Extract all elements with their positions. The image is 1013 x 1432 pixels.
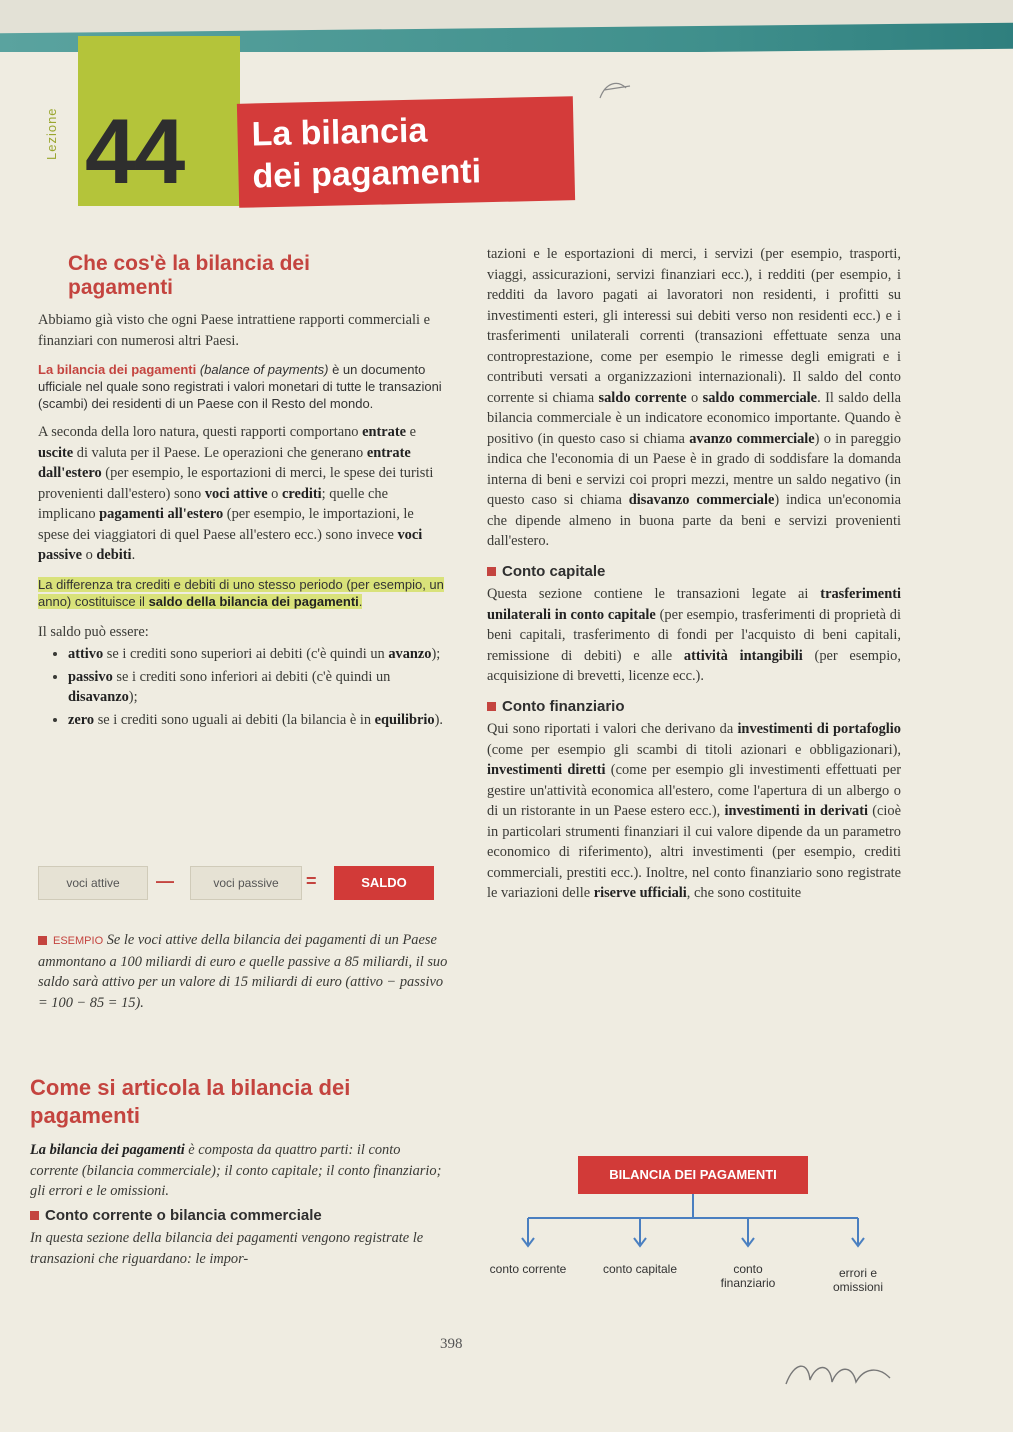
saldo-list: [38, 644, 448, 730]
right-column: [487, 244, 901, 904]
lesson-number: 44: [85, 101, 184, 203]
section-heading-structure: Come si articola la bilancia dei pagamenti: [30, 1075, 351, 1128]
formula-equals: =: [306, 871, 317, 891]
capital-account-paragraph: Questa sezione contiene le transazioni legate ai trasferimenti unilaterali in conto capitale (per esempio, trasferimenti di proprietà di beni capitali, trasferimento di fondi per l'acquisto di beni capitali, remissione di debiti) e alle attività intangibili (per esempio, acquisizione di brevetti, licenze ecc.).: [487, 586, 901, 684]
diagram-root: BILANCIA DEI PAGAMENTI: [578, 1156, 808, 1194]
definition-box: [38, 361, 448, 412]
list-item: • attivo se i crediti sono superiori ai debiti (c'è quindi un avanzo);: [68, 644, 448, 665]
saldo-formula: [38, 866, 438, 902]
nature-paragraph: A seconda della loro natura, questi rapporti comportano entrate e uscite di valuta per il Paese. Le operazioni che generano entrate dall'estero (per esempio, le esportazioni di merci, le spese dei turisti provenienti dall'estero) sono voci attive o crediti; quelle che implicano pagamenti all'estero (per esempio, le importazioni, le spese dei viaggiatori di quel Paese all'estero ecc.) sono invece voci passive o debiti.: [38, 424, 434, 563]
financial-account-paragraph: Qui sono riportati i valori che derivano da investimenti di portafoglio (come per esempio gli scambi di titoli azionari e obbligazionari), investimenti diretti (come per esempio gli investimenti effettuati per gestire un'attività economica all'estero, come l'apertura di un albergo o di un ristorante in un Paese estero ecc.), investimenti in derivati (cioè in particolari strumenti finanziari il cui valore dipende da un parametro economico di riferimento), altri investimenti (per esempio, crediti commerciali, prestiti ecc.). Inoltre, nel conto finanziario sono registrate le variazioni delle riserve ufficiali, che sono costituite: [487, 721, 902, 901]
square-icon: [30, 1211, 39, 1220]
subheading-current-account: Conto corrente o bilancia commerciale: [30, 1206, 450, 1227]
current-account-paragraph: In questa sezione della bilancia dei pagamenti vengono registrate le transazioni che riguardano: le impor-: [30, 1230, 424, 1267]
formula-result: SALDO: [334, 866, 434, 900]
definition-text: è un documento ufficiale nel quale sono registrati i valori monetari di tutte le transazioni (scambi) dei residenti di un Paese con il Resto del mondo.: [38, 362, 442, 411]
formula-active-items: voci attive: [38, 866, 148, 900]
square-icon: [487, 702, 496, 711]
highlighted-definition: La differenza tra crediti e debiti di uno stesso periodo (per esempio, un anno) costituisce il saldo della bilancia dei pagamenti.: [38, 576, 444, 609]
example-square-icon: [38, 936, 47, 945]
left-column: [38, 252, 448, 732]
current-account-continued: tazioni e le esportazioni di merci, i servizi (per esempio, trasporti, viaggi, assicurazioni, servizi finanziari ecc.), i redditi (per esempio, i redditi da lavoro pagati ai lavoratori non residenti, i profitti su investimenti esteri, gli interessi sui debiti verso non residenti ecc.) e i trasferimenti unilaterali correnti (transazioni effettuate senza una controprestazione, come per esempio le rimesse degli emigrati e i contributi versati a organizzazioni internazionali). Il saldo del conto corrente si chiama saldo corrente o saldo commerciale. Il saldo della bilancia commerciale è un indicatore economico importante. Quando è positivo (in questo caso si chiama avanzo commerciale) o in pareggio indica che l'economia di un Paese è in grado di soddisfare la domanda interna di beni e servizi coi propri mezzi, mentre un saldo negativo (in questo caso si chiama disavanzo commerciale) indica un'economia che dipende almeno in buona parte da beni e servizi provenienti dall'estero.: [487, 246, 902, 549]
intro-paragraph: Abbiamo già visto che ogni Paese intrattiene rapporti commerciali e finanziari con numerosi altri Paesi.: [38, 312, 431, 349]
square-icon: [487, 567, 496, 576]
list-item: • zero se i crediti sono uguali ai debiti (la bilancia è in equilibrio).: [68, 710, 448, 731]
definition-term: La bilancia dei pagamenti: [38, 362, 197, 377]
subheading-financial-account: Conto finanziario: [487, 697, 901, 718]
section-heading-what-is: Che cos'è la bilancia dei pagamenti: [68, 252, 310, 299]
saldo-intro: Il saldo può essere:: [38, 623, 149, 640]
pencil-scribble-bottom: [780, 1354, 900, 1398]
lesson-title-box: [237, 96, 575, 208]
list-item: • passivo se i crediti sono inferiori ai debiti (c'è quindi un disavanzo);: [68, 667, 448, 708]
diagram-child-financial: conto finanziario: [720, 1262, 776, 1290]
page-number: 398: [440, 1336, 463, 1352]
diagram-child-errors: errori e omissioni: [832, 1266, 883, 1294]
left-column-lower: [30, 1074, 450, 1269]
lesson-label: Lezione: [44, 107, 59, 160]
lesson-title-line1: La bilancia: [251, 111, 428, 154]
formula-passive-items: voci passive: [190, 866, 302, 900]
diagram-child-capital: conto capitale: [602, 1262, 678, 1276]
lesson-title-line2: dei pagamenti: [252, 152, 482, 196]
pencil-scribble-top: [596, 78, 636, 108]
example-paragraph: ESEMPIO Se le voci attive della bilancia dei pagamenti di un Paese ammontano a 100 miliardi di euro e quelle passive a 85 miliardi, il suo saldo sarà attivo per un valore di 15 miliardi di euro (attivo − passivo = 100 − 85 = 15).: [38, 932, 448, 1011]
structure-paragraph: La bilancia dei pagamenti è composta da quattro parti: il conto corrente (bilancia commerciale); il conto capitale; il conto finanziario; gli errori e le omissioni.: [30, 1142, 442, 1199]
definition-english: (balance of payments): [199, 362, 329, 377]
diagram-child-current: conto corrente: [489, 1262, 567, 1276]
formula-minus: —: [156, 871, 174, 891]
subheading-capital-account: Conto capitale: [487, 562, 901, 583]
